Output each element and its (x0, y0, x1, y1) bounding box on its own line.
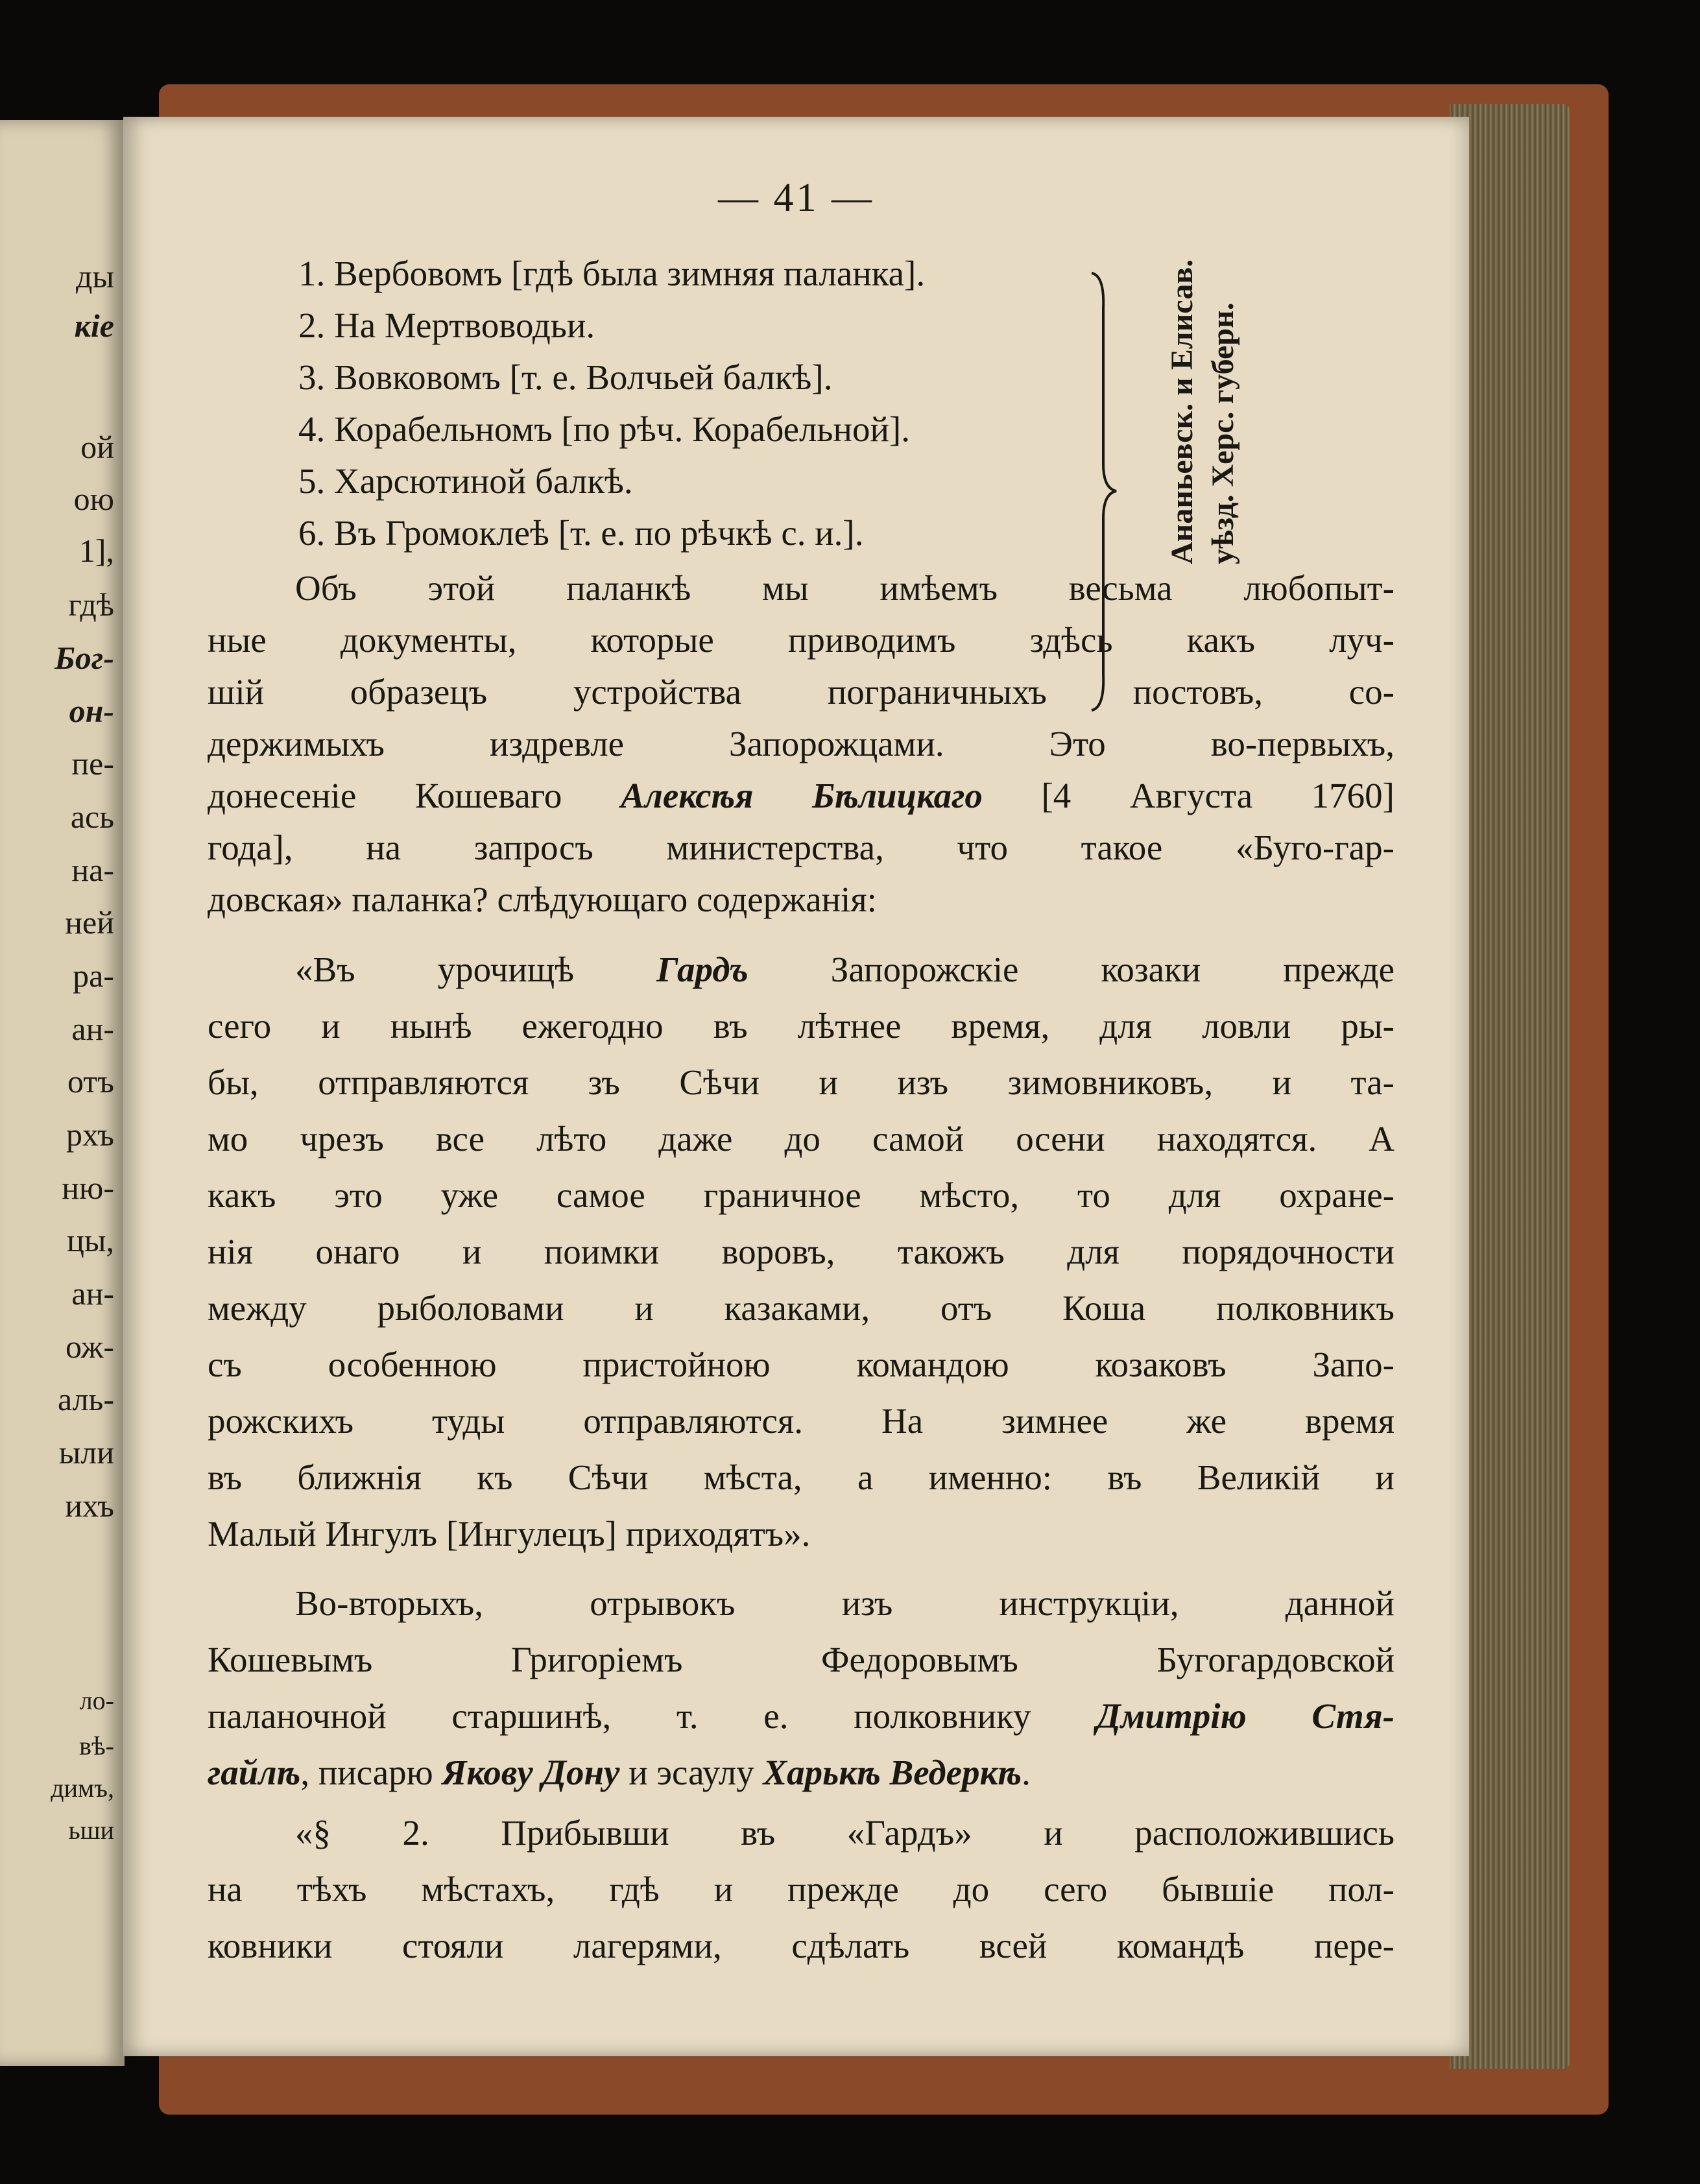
left-fragment: ой (80, 429, 114, 465)
paragraph-line: года], на запросъ министерства, что такое «Буго-гар- (208, 828, 1395, 867)
left-fragment: ды (75, 258, 114, 294)
quote-line: въ ближнія къ Сѣчи мѣста, а именно: въ Великій и (208, 1458, 1395, 1497)
paragraph-line (208, 1752, 1395, 1793)
left-fragment: ож- (66, 1328, 114, 1365)
left-fragment: ыли (58, 1434, 114, 1470)
left-fragment: цы, (67, 1222, 114, 1258)
left-fragment: 1], (78, 533, 114, 569)
left-fragment: аль- (57, 1381, 114, 1417)
list-item: 4. Корабельномъ [по рѣч. Корабельной]. (298, 409, 910, 449)
quote-line: нія онаго и поимки воровъ, такожъ для порядочности (208, 1232, 1395, 1271)
page-number: — 41 — (718, 176, 874, 220)
left-fragment: отъ (67, 1063, 114, 1099)
quote-line: мо чрезъ все лѣто даже до самой осени находятся. А (208, 1119, 1395, 1158)
place-name: Гардъ (656, 950, 748, 989)
left-fragment: Бог- (54, 640, 114, 676)
side-note-line-2: уѣзд. Херс. губерн. (1206, 302, 1240, 564)
left-fragment: вѣ- (79, 1731, 114, 1760)
list-item: 5. Харсютиной балкѣ. (298, 461, 633, 501)
quote-line: сего и нынѣ ежегодно въ лѣтнее время, для ловли ры- (208, 1006, 1395, 1046)
list-item: 2. На Мертвоводьи. (298, 306, 595, 345)
person-name: Харькѣ Ведеркѣ (763, 1753, 1022, 1792)
left-fragment: кіе (74, 307, 114, 344)
quote-line: какъ это уже самое граничное мѣсто, то для охране- (208, 1175, 1395, 1215)
left-facing-page (0, 120, 125, 2066)
text-span: и эсаулу (619, 1753, 763, 1792)
text-span: паланочной старшинѣ, т. е. полковнику (208, 1696, 1097, 1736)
paragraph-line: ные документы, которые приводимъ здѣсь какъ луч- (208, 620, 1395, 660)
quote-line: рожскихъ туды отправляются. На зимнее же время (208, 1401, 1395, 1441)
left-fragment: рхъ (66, 1116, 114, 1153)
left-fragment: гдѣ (68, 586, 114, 623)
left-fragment: ась (70, 798, 114, 835)
paragraph-line (208, 775, 1395, 816)
quote-line: Малый Ингулъ [Ингулецъ] приходятъ». (208, 1514, 811, 1554)
left-fragment: на- (71, 852, 114, 888)
left-fragment: ней (65, 904, 114, 941)
side-note-line-1: Ананьевск. и Елисав. (1165, 259, 1199, 564)
list-item: 3. Вовковомъ [т. е. Волчьей балкѣ]. (298, 357, 833, 397)
paragraph-line: Во-вторыхъ, отрывокъ изъ инструкціи, данной (295, 1583, 1395, 1623)
left-fragment: он- (69, 693, 114, 729)
left-fragment: ню- (62, 1170, 114, 1206)
paragraph-line: Кошевымъ Григоріемъ Федоровымъ Бугогардовской (208, 1640, 1395, 1679)
left-fragment: ан- (71, 1275, 114, 1312)
paragraph-line: Объ этой паланкѣ мы имѣемъ весьма любопыт- (295, 568, 1395, 608)
list-item: 6. Въ Громоклеѣ [т. е. по рѣчкѣ с. и.]. (298, 513, 864, 553)
quote-line: между рыболовами и казаками, отъ Коша полковникъ (208, 1288, 1395, 1328)
paragraph-line (208, 1696, 1395, 1736)
person-name: гайлѣ (208, 1753, 301, 1792)
left-fragment: ою (73, 481, 114, 517)
quote-line: бы, отправляются зъ Сѣчи и изъ зимовниковъ, и та- (208, 1062, 1395, 1102)
left-fragment: ло- (79, 1686, 114, 1715)
paragraph-line: довская» паланка? слѣдующаго содержанія: (208, 880, 877, 919)
text-span: [4 Августа 1760] (982, 776, 1395, 815)
paragraph-line: шій образецъ устройства пограничныхъ постовъ, со- (208, 672, 1395, 712)
left-fragment: ан- (71, 1011, 114, 1047)
left-fragment: ра- (73, 957, 114, 994)
text-span: , писарю (300, 1753, 442, 1792)
person-name: Дмитрію Стя- (1096, 1696, 1395, 1736)
text-span: донесеніе Кошеваго (208, 776, 621, 815)
text-span: . (1022, 1753, 1031, 1792)
left-fragment: ихъ (65, 1487, 114, 1524)
quote-line: съ особенною пристойною командою козаковъ Запо- (208, 1345, 1395, 1384)
paragraph-line: ковники стояли лагерями, сдѣлать всей командѣ пере- (208, 1926, 1395, 1965)
left-fragment: пе- (71, 745, 114, 782)
book-page (123, 117, 1469, 2056)
person-name: Якову Дону (442, 1753, 620, 1792)
left-fragment: димъ, (51, 1773, 114, 1803)
text-span: «Въ урочищѣ (295, 950, 657, 989)
paragraph-line: на тѣхъ мѣстахъ, гдѣ и прежде до сего бывшіе пол- (208, 1869, 1395, 1909)
left-fragment: ьши (68, 1816, 114, 1845)
paragraph-line: «§ 2. Прибывши въ «Гардъ» и расположившись (295, 1813, 1395, 1853)
list-item: 1. Вербовомъ [гдѣ была зимняя паланка]. (298, 254, 926, 293)
text-span: Запорожскіе козаки прежде (748, 950, 1395, 989)
person-name: Алексѣя Бѣлицкаго (620, 776, 983, 815)
quote-line (295, 949, 1395, 990)
paragraph-line: держимыхъ издревле Запорожцами. Это во-первыхъ, (208, 724, 1395, 763)
